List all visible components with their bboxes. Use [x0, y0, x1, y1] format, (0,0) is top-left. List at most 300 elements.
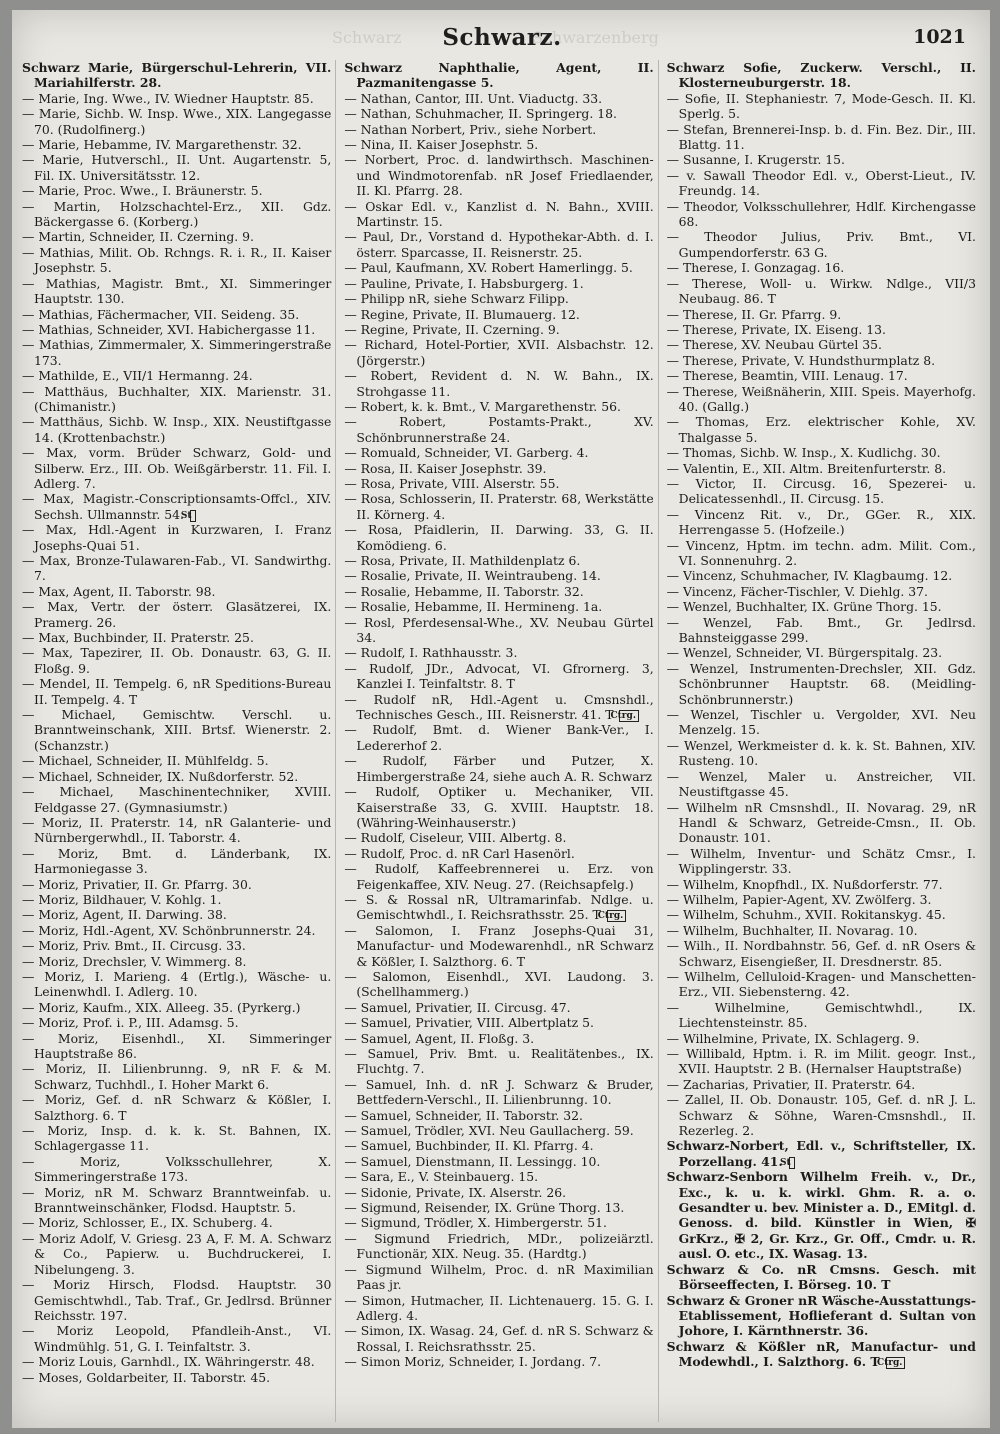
directory-entry [344, 1015, 653, 1030]
directory-entry [344, 1000, 653, 1015]
entry-text: — Therese, I. Gonzagag. 16. [666, 260, 845, 276]
directory-entry [22, 183, 331, 198]
entry-text: — Moriz, II. Praterstr. 14, nR Galanterie- und Nürnbergerwhdl., II. Taborstr. 4. [22, 814, 332, 846]
directory-heading-entry [667, 1169, 976, 1261]
entry-text: — Sofie, II. Stephaniestr. 7, Mode-Gesch. II. Kl. Sperlg. 5. [666, 90, 976, 122]
entry-text: — Rosa, II. Kaiser Josephstr. 39. [344, 460, 547, 476]
entry-text: — Wenzel, Werkmeister d. k. k. St. Bahnen, XIV. Rusteng. 10. [666, 737, 976, 769]
entry-text: — Marie, Hutverschl., II. Unt. Augartenstr. 5, Fil. IX. Universitätsstr. 12. [22, 152, 332, 183]
running-head [12, 24, 990, 60]
directory-entry [22, 522, 331, 553]
entry-text: — Michael, Gemischtw. Verschl. u. Branntweinschank, XIII. Brtsf. Wienerstr. 2. (Schanzstr.) [22, 707, 332, 753]
directory-entry [22, 923, 331, 938]
directory-entry [344, 106, 653, 121]
entry-text: — Nathan Norbert, Priv., siehe Norbert. [344, 121, 597, 137]
entry-text: — Therese, Beamtin, VIII. Lenaug. 17. [666, 368, 908, 384]
directory-entry [22, 1185, 331, 1216]
directory-entry [344, 753, 653, 784]
directory-entry [667, 877, 976, 892]
entry-text: — Martin, Schneider, II. Czerning. 9. [22, 229, 254, 245]
entry-text: — Moriz Adolf, V. Griesg. 23 A, F. M. A. Schwarz & Co., Papierw. u. Buchdruckerei, I. Nibelungeng. 3. [22, 1230, 332, 1277]
entry-text: — Max, Agent, II. Taborstr. 98. [22, 583, 216, 599]
directory-entry [344, 722, 653, 753]
entry-text: — Marie, Hebamme, IV. Margarethenstr. 32. [22, 137, 302, 153]
directory-entry [344, 1108, 653, 1123]
directory-entry [344, 461, 653, 476]
entry-text: — Moriz, Bildhauer, V. Kohlg. 1. [22, 891, 222, 907]
entry-text: — Moriz, Drechsler, V. Wimmerg. 8. [22, 953, 247, 969]
entry-text: — Mathias, Schneider, XVI. Habichergasse 11. [22, 321, 316, 337]
entry-text: Schwarz & Groner nR Wäsche-Ausstattungs-Etablissement, Hoflieferant d. Sultan von Johore, I. Kärnthnerstr. 36. [666, 1292, 976, 1339]
directory-entry [22, 322, 331, 337]
entry-text: — Sigmund Wilhelm, Proc. d. nR Maximilian Paas jr. [344, 1261, 654, 1293]
directory-entry [344, 861, 653, 892]
entry-text: — Samuel, Dienstmann, II. Lessingg. 10. [344, 1153, 601, 1169]
entry-text: — Samuel, Priv. Bmt. u. Realitätenbes., IX. Fluchtg. 7. [344, 1046, 654, 1077]
entry-text: — Moriz, Volksschullehrer, X. Simmeringerstraße 173. [22, 1153, 332, 1185]
entry-text: Schwarz Sofie, Zuckerw. Verschl., II. Klosterneuburgerstr. 18. [666, 60, 976, 91]
directory-entry [344, 337, 653, 368]
entry-text: — Sigmund, Reisender, IX. Grüne Thorg. 13. [344, 1200, 625, 1216]
entry-text: — Wilhelm, Schuhm., XVII. Rokitanskyg. 45. [666, 907, 946, 923]
entry-text: — Thomas, Erz. elektrischer Kohle, XV. Thalgasse 5. [666, 414, 976, 445]
entry-text: — Wilhelm, Knopfhdl., IX. Nußdorferstr. 77. [666, 876, 943, 892]
entry-text: — Moriz, Privatier, II. Gr. Pfarrg. 30. [22, 876, 252, 892]
entry-mark: St [789, 1157, 795, 1169]
entry-text: — Max, Tapezirer, II. Ob. Donaustr. 63, G. II. Floßg. 9. [22, 645, 332, 676]
directory-entry [22, 707, 331, 753]
entry-text: — Simon Moriz, Schneider, I. Jordang. 7. [344, 1354, 602, 1370]
directory-entry [22, 815, 331, 846]
entry-text: — Stefan, Brennerei-Insp. b. d. Fin. Bez. Dir., III. Blattg. 11. [666, 121, 976, 153]
directory-entry [667, 645, 976, 660]
directory-entry [344, 1215, 653, 1230]
directory-entry [22, 1231, 331, 1277]
directory-entry [344, 615, 653, 646]
entry-text: — Robert, Revident d. N. W. Bahn., IX. Strohgasse 11. [344, 368, 654, 399]
entry-text: — Matthäus, Sichb. W. Insp., XIX. Neustiftgasse 14. (Krottenbachstr.) [22, 414, 332, 445]
directory-entry [344, 199, 653, 230]
directory-entry [22, 676, 331, 707]
entry-text: — Moriz, Priv. Bmt., II. Circusg. 33. [22, 938, 246, 954]
entry-text: — Max, Magistr.-Conscriptionsamts-Offcl., XIV. Sechsh. Ullmannstr. 54. [22, 491, 332, 522]
directory-entry [344, 846, 653, 861]
directory-entry [22, 892, 331, 907]
column-3 [667, 60, 980, 1422]
entry-text: — Willibald, Hptm. i. R. im Milit. geogr. Inst., XVII. Hauptstr. 2 B. (Hernalser Hauptstraße) [666, 1046, 976, 1077]
entry-text: — Valentin, E., XII. Altm. Breitenfurterstr. 8. [666, 460, 947, 476]
directory-entry [344, 584, 653, 599]
directory-entry [22, 1154, 331, 1185]
entry-text: — Victor, II. Circusg. 16, Spezerei- u. Delicatessenhdl., II. Circusg. 15. [666, 475, 976, 507]
entry-text: — Rosalie, Hebamme, II. Hermineng. 1a. [344, 599, 603, 615]
directory-entry [667, 276, 976, 307]
entry-text: — Mathias, Zimmermaler, X. Simmeringerstraße 173. [22, 337, 332, 368]
directory-entry [22, 553, 331, 584]
directory-entry [667, 800, 976, 846]
entry-text: — Paul, Kaufmann, XV. Robert Hamerlingg. 5. [344, 260, 633, 276]
directory-entry [667, 923, 976, 938]
directory-entry [22, 137, 331, 152]
entry-text: — Mathias, Fächermacher, VII. Seideng. 35. [22, 306, 300, 322]
directory-entry [344, 553, 653, 568]
entry-text: — Marie, Sichb. W. Insp. Wwe., XIX. Langegasse 70. (Rudolfinerg.) [22, 106, 332, 137]
directory-entry [22, 784, 331, 815]
entry-text: — Wilhelm, Inventur- und Schätz Cmsr., I. Wipplingerstr. 33. [666, 845, 976, 877]
entry-text: — Samuel, Buchbinder, II. Kl. Pfarrg. 4. [344, 1138, 594, 1154]
directory-entry [667, 846, 976, 877]
entry-text: — Moriz Hirsch, Flodsd. Hauptstr. 30 Gemischtwhdl., Tab. Traf., Gr. Jedlrsd. Brünner Reichsstr. 197. [22, 1277, 332, 1323]
entry-text: — Vincenz, Schuhmacher, IV. Klagbaumg. 12. [666, 568, 953, 584]
entry-text: — Martin, Holzschachtel-Erz., XII. Gdz. Bäckergasse 6. (Korberg.) [22, 198, 332, 230]
directory-entry [22, 877, 331, 892]
show-through-text-left: Schwarz [332, 28, 402, 47]
directory-heading-entry [667, 1262, 976, 1293]
directory-entry [344, 260, 653, 275]
entry-text: — Marie, Proc. Wwe., I. Bräunerstr. 5. [22, 183, 263, 199]
entry-mark: Ctrg. [886, 1357, 906, 1369]
entry-text: — Robert, Postamts-Prakt., XV. Schönbrunnerstraße 24. [344, 414, 654, 445]
directory-entry [22, 1015, 331, 1030]
entry-text: — Regine, Private, II. Czerning. 9. [344, 321, 560, 337]
directory-entry [22, 245, 331, 276]
entry-text: — Vincenz Rit. v., Dr., GGer. R., XIX. Herrengasse 5. (Hofzeile.) [666, 506, 976, 538]
entry-text: — Moriz, nR M. Schwarz Branntweinfab. u. Branntweinschänker, Flodsd. Hauptstr. 5. [22, 1184, 332, 1216]
directory-entry [344, 307, 653, 322]
entry-text: — Romuald, Schneider, VI. Garberg. 4. [344, 445, 589, 461]
directory-entry [22, 584, 331, 599]
entry-text: — Rudolf, Kaffeebrennerei u. Erz. von Feigenkaffee, XIV. Neug. 27. (Reichsapfelg.) [344, 861, 654, 892]
entry-text: — Mathias, Magistr. Bmt., XI. Simmeringer Hauptstr. 130. [22, 275, 332, 307]
directory-heading-entry [344, 60, 653, 91]
directory-entry [667, 445, 976, 460]
directory-entry [667, 568, 976, 583]
entry-text: — Wilhelm, Celluloid-Kragen- und Manschetten-Erz., VII. Siebensterng. 42. [666, 968, 976, 1000]
entry-text: — Nathan, Cantor, III. Unt. Viaductg. 33. [344, 90, 603, 106]
directory-entry [22, 307, 331, 322]
directory-entry [22, 753, 331, 768]
entry-mark: St [190, 510, 196, 522]
entry-text: Schwarz-Norbert, Edl. v., Schriftsteller, IX. Porzellang. 41. [666, 1138, 976, 1169]
directory-entry [344, 661, 653, 692]
directory-entry [667, 353, 976, 368]
directory-entry [667, 1046, 976, 1077]
entry-text: — Theodor, Volksschullehrer, Hdlf. Kirchengasse 68. [666, 198, 976, 230]
entry-text: — Moriz Leopold, Pfandleih-Anst., VI. Windmühlg. 51, G. I. Teinfaltstr. 3. [22, 1323, 332, 1354]
entry-text: — Salomon, I. Franz Josephs-Quai 31, Manufactur- und Modewarenhdl., nR Schwarz & Kößler, I. Salzthorg. 6. T [344, 922, 654, 969]
entry-text: — Samuel, Trödler, XVI. Neu Gaullacherg. 59. [344, 1123, 634, 1139]
directory-entry [344, 1169, 653, 1184]
directory-entry [22, 384, 331, 415]
entry-text: — Wenzel, Schneider, VI. Bürgerspitalg. 23. [666, 645, 943, 661]
directory-entry [22, 91, 331, 106]
entry-text: — Rosa, Pfaidlerin, II. Darwing. 33, G. II. Komödieng. 6. [344, 522, 654, 553]
directory-entry [667, 384, 976, 415]
directory-entry [667, 1092, 976, 1138]
entry-text: — Max, Hdl.-Agent in Kurzwaren, I. Franz Josephs-Quai 51. [22, 522, 332, 553]
entry-text: — Samuel, Schneider, II. Taborstr. 32. [344, 1107, 583, 1123]
directory-entry [344, 645, 653, 660]
entry-text: — Sigmund Friedrich, MDr., polizeiärztl. Functionär, XIX. Neug. 35. (Hardtg.) [344, 1230, 654, 1262]
entry-text: — Rudolf, Ciseleur, VIII. Albertg. 8. [344, 830, 567, 846]
entry-text: — Moriz, Prof. i. P., III. Adamsg. 5. [22, 1015, 239, 1031]
directory-entry [667, 229, 976, 260]
directory-entry [667, 738, 976, 769]
entry-text: — Max, Bronze-Tulawaren-Fab., VI. Sandwirthg. 7. [22, 553, 332, 584]
directory-entry [667, 152, 976, 167]
directory-entry [344, 522, 653, 553]
directory-entry [22, 645, 331, 676]
entry-text: — Moriz, Bmt. d. Länderbank, IX. Harmoniegasse 3. [22, 845, 332, 877]
directory-heading-entry [22, 60, 331, 91]
page-number: 1021 [913, 26, 966, 48]
directory-entry [22, 954, 331, 969]
directory-entry [667, 907, 976, 922]
entry-text: — Samuel, Privatier, II. Circusg. 47. [344, 999, 571, 1015]
entry-text: — Moriz, Agent, II. Darwing. 38. [22, 907, 227, 923]
directory-entry [344, 276, 653, 291]
entry-text: — Theodor Julius, Priv. Bmt., VI. Gumpendorferstr. 63 G. [666, 229, 976, 260]
columns [22, 60, 980, 1422]
directory-entry [667, 1077, 976, 1092]
column-2 [344, 60, 658, 1422]
entry-text: — Moriz, II. Lilienbrunng. 9, nR F. & M. Schwarz, Tuchhdl., I. Hoher Markt 6. [22, 1061, 332, 1092]
entry-text: — Nina, II. Kaiser Josephstr. 5. [344, 137, 539, 153]
entry-text: — Rudolf, I. Rathhausstr. 3. [344, 645, 518, 661]
directory-entry [344, 1354, 653, 1369]
entry-text: — Wenzel, Instrumenten-Drechsler, XII. Gdz. Schönbrunner Hauptstr. 68. (Meidling-Schönbrunnerstr.) [666, 660, 976, 707]
directory-entry [667, 122, 976, 153]
directory-entry [344, 91, 653, 106]
entry-text: — Samuel, Inh. d. nR J. Schwarz & Bruder, Bettfedern-Verschl., II. Lilienbrunng. 10. [344, 1076, 654, 1108]
entry-text: — Therese, II. Gr. Pfarrg. 9. [666, 306, 842, 322]
entry-text: Schwarz & Co. nR Cmsns. Gesch. mit Börseeffecten, I. Börseg. 10. T [666, 1261, 976, 1293]
entry-text: — Wilhelm, Papier-Agent, XV. Zwölferg. 3. [666, 891, 932, 907]
entry-text: — Rosa, Private, II. Mathildenplatz 6. [344, 553, 581, 568]
directory-entry [344, 923, 653, 969]
directory-entry [22, 491, 331, 522]
entry-text: — Simon, Hutmacher, II. Lichtenauerg. 15. G. I. Adlerg. 4. [344, 1292, 654, 1323]
directory-entry [22, 599, 331, 630]
directory-entry [344, 1138, 653, 1153]
directory-entry [22, 106, 331, 137]
entry-text: — Robert, k. k. Bmt., V. Margarethenstr. 56. [344, 398, 621, 414]
entry-text: — Matthäus, Buchhalter, XIX. Marienstr. 31. (Chimanistr.) [22, 383, 332, 414]
directory-entry [344, 892, 653, 923]
directory-entry [22, 414, 331, 445]
entry-text: — Rudolf, Bmt. d. Wiener Bank-Ver., I. Ledererhof 2. [344, 722, 654, 753]
entry-text: — Rosa, Schlosserin, II. Praterstr. 68, Werkstätte II. Körnerg. 4. [344, 491, 654, 522]
directory-entry [22, 1031, 331, 1062]
directory-entry [22, 368, 331, 383]
directory-entry [22, 630, 331, 645]
directory-entry [667, 599, 976, 614]
directory-entry [344, 229, 653, 260]
directory-entry [344, 152, 653, 198]
entry-text: — Wenzel, Tischler u. Vergolder, XVI. Neu Menzelg. 15. [666, 707, 976, 738]
directory-entry [22, 276, 331, 307]
entry-text: — Moriz, I. Marieng. 4 (Ertlg.), Wäsche- u. Leinenwhdl. I. Adlerg. 10. [22, 968, 332, 1000]
directory-entry [344, 784, 653, 830]
directory-entry [344, 368, 653, 399]
directory-entry [667, 769, 976, 800]
entry-text: — Therese, Weißnäherin, XIII. Speis. Mayerhofg. 40. (Gallg.) [666, 383, 976, 414]
directory-entry [22, 1123, 331, 1154]
entry-text: — Nathan, Schuhmacher, II. Springerg. 18. [344, 106, 617, 122]
entry-text: — Therese, Private, V. Hundsthurmplatz 8. [666, 352, 936, 368]
entry-text: — Wenzel, Maler u. Anstreicher, VII. Neustiftgasse 45. [666, 768, 976, 800]
entry-text: Schwarz Naphthalie, Agent, II. Pazmanitengasse 5. [344, 60, 654, 91]
directory-heading-entry [667, 1339, 976, 1370]
directory-entry [344, 122, 653, 137]
entry-text: — Therese, XV. Neubau Gürtel 35. [666, 337, 882, 353]
entry-text: — Wilhelm, Buchhalter, II. Novarag. 10. [666, 922, 918, 938]
entry-text: — Regine, Private, II. Blumauerg. 12. [344, 306, 580, 322]
entry-text: — Rosl, Pferdesensal-Whe., XV. Neubau Gürtel 34. [344, 614, 654, 646]
directory-entry [22, 1354, 331, 1369]
directory-entry [344, 1077, 653, 1108]
entry-text: — Wilhelm nR Cmsnshdl., II. Novarag. 29, nR Handl & Schwarz, Getreide-Cmsn., II. Ob. Donaustr. 101. [666, 799, 976, 846]
entry-text: — Zacharias, Privatier, II. Praterstr. 64. [666, 1076, 916, 1092]
entry-text: — Moriz, Kaufm., XIX. Alleeg. 35. (Pyrkerg.) [22, 999, 301, 1015]
directory-entry [344, 491, 653, 522]
entry-text: — Wenzel, Buchhalter, IX. Grüne Thorg. 15. [666, 599, 942, 615]
directory-heading-entry [667, 1138, 976, 1169]
directory-entry [667, 707, 976, 738]
directory-entry [667, 91, 976, 122]
directory-entry [22, 229, 331, 244]
entry-text: — Wilhelmine, Gemischtwhdl., IX. Liechtensteinstr. 85. [666, 999, 976, 1031]
directory-entry [344, 969, 653, 1000]
directory-entry [22, 1323, 331, 1354]
directory-entry [667, 168, 976, 199]
directory-heading-entry [667, 1293, 976, 1339]
directory-entry [344, 399, 653, 414]
entry-text: — Philipp nR, siehe Schwarz Filipp. [344, 291, 569, 307]
entry-text: — Max, Vertr. der österr. Glasätzerei, IX. Pramerg. 26. [22, 599, 332, 630]
entry-text: — Richard, Hotel-Portier, XVII. Alsbachstr. 12. (Jörgerstr.) [344, 337, 654, 368]
directory-entry [344, 291, 653, 306]
entry-text: — Sara, E., V. Steinbauerg. 15. [344, 1169, 539, 1185]
directory-entry [22, 969, 331, 1000]
entry-text: — Sigmund, Trödler, X. Himbergerstr. 51. [344, 1215, 607, 1231]
entry-text: Schwarz & Kößler nR, Manufactur- und Modewhdl., I. Salzthorg. 6. T [666, 1338, 976, 1370]
directory-entry [667, 414, 976, 445]
directory-entry [344, 830, 653, 845]
entry-text: — Rosa, Private, VIII. Alserstr. 55. [344, 475, 560, 491]
page-title: Schwarz. [442, 24, 562, 51]
entry-text: — Thomas, Sichb. W. Insp., X. Kudlichg. 30. [666, 445, 941, 461]
directory-entry [22, 445, 331, 491]
directory-entry [22, 199, 331, 230]
entry-text: — Max, Buchbinder, II. Praterstr. 25. [22, 630, 254, 646]
entry-text: — Paul, Dr., Vorstand d. Hypothekar-Abth. d. I. österr. Sparcasse, II. Reisnerstr. 25. [344, 229, 654, 260]
directory-entry [344, 599, 653, 614]
entry-text: — Max, vorm. Brüder Schwarz, Gold- und Silberw. Erz., III. Ob. Weißgärberstr. 11. Fil. I. Adlerg. 7. [22, 445, 332, 491]
directory-entry [344, 1185, 653, 1200]
entry-text: — Michael, Schneider, IX. Nußdorferstr. 52. [22, 768, 299, 784]
directory-entry [344, 1262, 653, 1293]
directory-entry [667, 1031, 976, 1046]
directory-entry [22, 907, 331, 922]
directory-entry [667, 260, 976, 275]
entry-text: — Moriz, Insp. d. k. k. St. Bahnen, IX. Schlagergasse 11. [22, 1123, 332, 1154]
directory-entry [667, 307, 976, 322]
entry-text: — Moriz, Eisenhdl., XI. Simmeringer Hauptstraße 86. [22, 1030, 332, 1061]
entry-text: — Moriz, Gef. d. nR Schwarz & Kößler, I. Salzthorg. 6. T [22, 1092, 332, 1123]
directory-entry [667, 969, 976, 1000]
entry-text: — Therese, Private, IX. Eiseng. 13. [666, 321, 886, 337]
directory-entry [344, 1154, 653, 1169]
entry-text: — Wenzel, Fab. Bmt., Gr. Jedlrsd. Bahnsteiggasse 299. [666, 614, 976, 646]
entry-text: — Pauline, Private, I. Habsburgerg. 1. [344, 275, 584, 291]
directory-entry [22, 769, 331, 784]
directory-entry [22, 1215, 331, 1230]
directory-entry [344, 1200, 653, 1215]
entry-text: — Moriz Louis, Garnhdl., IX. Währingerstr. 48. [22, 1354, 315, 1370]
entry-text: — Marie, Ing. Wwe., IV. Wiedner Hauptstr. 85. [22, 90, 314, 106]
entry-text: — Mathilde, E., VII/1 Hermanng. 24. [22, 368, 253, 384]
directory-entry [344, 692, 653, 723]
directory-entry [344, 1123, 653, 1138]
directory-entry [344, 1231, 653, 1262]
directory-entry [667, 322, 976, 337]
entry-mark: Ctrg. [619, 710, 639, 722]
show-through-text-right: Schwarzenberg [532, 28, 659, 47]
directory-entry [667, 1000, 976, 1031]
directory-entry [344, 568, 653, 583]
directory-entry [344, 1031, 653, 1046]
entry-text: — Samuel, Privatier, VIII. Albertplatz 5. [344, 1015, 594, 1031]
directory-entry [344, 476, 653, 491]
entry-text: — Oskar Edl. v., Kanzlist d. N. Bahn., XVIII. Martinstr. 15. [344, 198, 654, 230]
entry-text: — Wilh., II. Nordbahnstr. 56, Gef. d. nR Osers & Schwarz, Eisengießer, II. Dresdnerstr. 85. [666, 938, 976, 969]
directory-entry [667, 661, 976, 707]
entry-text: — Susanne, I. Krugerstr. 15. [666, 152, 845, 168]
directory-entry [667, 476, 976, 507]
directory-entry [22, 1370, 331, 1385]
entry-text: — Vincenz, Fächer-Tischler, V. Diehlg. 37. [666, 583, 928, 599]
entry-text: — Moriz, Hdl.-Agent, XV. Schönbrunnerstr. 24. [22, 922, 316, 938]
entry-text: — Zallel, II. Ob. Donaustr. 105, Gef. d. nR J. L. Schwarz & Söhne, Waren-Cmsnshdl., II. Rezerleg. 2. [666, 1092, 976, 1139]
directory-entry [344, 1293, 653, 1324]
directory-entry [22, 337, 331, 368]
directory-entry [667, 938, 976, 969]
directory-entry [344, 445, 653, 460]
directory-entry [667, 507, 976, 538]
entry-text: — Michael, Schneider, II. Mühlfeldg. 5. [22, 753, 269, 769]
entry-text: — Rosalie, Private, II. Weintraubeng. 14. [344, 568, 601, 584]
directory-entry [22, 1000, 331, 1015]
entry-text: Schwarz-Senborn Wilhelm Freih. v., Dr., Exc., k. u. k. wirkl. Ghm. R. a. o. Gesandter u. bev. Minister a. D., EMitgl. d. Genoss. d. bild. Künstler in Wien, ✠ GrKrz., ✠ 2, Gr. Krz., Gr. Off., Cmdr. u. R. ausl. O. etc., IX. Wasag. 13. [666, 1169, 976, 1262]
directory-entry [344, 414, 653, 445]
directory-entry [667, 199, 976, 230]
directory-entry [22, 938, 331, 953]
directory-entry [344, 1323, 653, 1354]
directory-entry [22, 1092, 331, 1123]
entry-mark: Ctrg. [607, 910, 627, 922]
directory-entry [22, 1061, 331, 1092]
entry-text: — Rudolf, Färber und Putzer, X. Himbergerstraße 24, siehe auch A. R. Schwarz [344, 753, 654, 784]
directory-entry [344, 137, 653, 152]
directory-entry [22, 846, 331, 877]
entry-text: — S. & Rossal nR, Ultramarinfab. Ndlge. u. Gemischtwhdl., I. Reichsrathsstr. 25. T [344, 891, 654, 923]
entry-text: — Samuel, Agent, II. Floßg. 3. [344, 1030, 535, 1046]
directory-entry [667, 538, 976, 569]
entry-text: — v. Sawall Theodor Edl. v., Oberst-Lieut., IV. Freundg. 14. [666, 167, 976, 199]
entry-text: — Rudolf, JDr., Advocat, VI. Gfrornerg. 3, Kanzlei I. Teinfaltstr. 8. T [344, 660, 654, 692]
entry-text: — Norbert, Proc. d. landwirthsch. Maschinen- und Windmotorenfab. nR Josef Friedlaender, II. Kl. Pfarrg. 28. [344, 152, 654, 199]
